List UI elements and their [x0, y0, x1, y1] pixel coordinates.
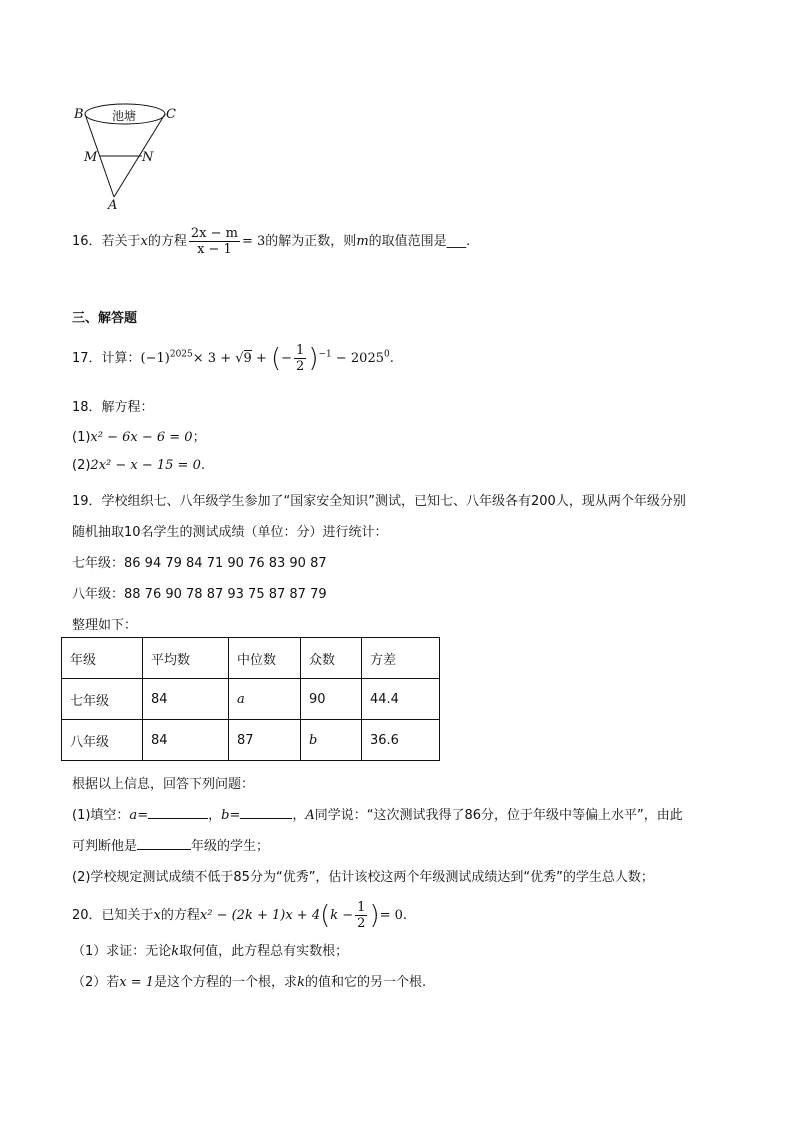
question-20: 20．已知关于x的方程x² − (2k + 1)x + 4(k − $\frac{1}{2}$ )= 0. [72, 900, 408, 931]
question-19-line2: 随机抽取10名学生的测试成绩（单位：分）进行统计： [72, 525, 388, 540]
answer-blank-b[interactable] [240, 806, 292, 819]
summary-title: 整理如下： [72, 618, 138, 633]
table-cell: 84 [143, 720, 229, 761]
point-label-B: B [74, 107, 84, 122]
table-header: 方差 [362, 638, 440, 679]
point-label-N: N [142, 150, 154, 165]
table-header: 众数 [301, 638, 362, 679]
question-20-part2: （2）若x = 1是这个方程的一个根，求k的值和它的另一个根. [72, 975, 427, 990]
table-cell: b [301, 720, 362, 761]
question-19-line1: 19．学校组织七、八年级学生参加了“国家安全知识”测试，已知七、八年级各有200人，现从两个年级分别 [72, 494, 686, 509]
question-19-part1-line1: (1)填空：a= ，b= ，A同学说：“这次测试我得了86分，位于年级中等偏上水平”，由此 [72, 808, 683, 823]
question-18-title: 18．解方程： [72, 400, 154, 415]
table-cell: 87 [229, 720, 301, 761]
question-20-part1: （1）求证：无论k取何值，此方程总有实数根； [72, 944, 349, 959]
point-label-C: C [166, 107, 176, 122]
answer-blank-a[interactable] [148, 806, 208, 819]
table-cell: 84 [143, 679, 229, 720]
pond-label: 池塘 [112, 109, 137, 123]
question-18-part2: (2)2x² − x − 15 = 0. [72, 458, 205, 473]
answer-prompt: 根据以上信息，回答下列问题： [72, 777, 255, 792]
answer-blank-grade[interactable] [137, 837, 191, 850]
table-header-row [62, 638, 440, 679]
table-cell: 44.4 [362, 679, 440, 720]
table-cell: 36.6 [362, 720, 440, 761]
table-cell: a [229, 679, 301, 720]
question-17: 17．计算：$(-1)^{2025}\times 3 + √9$ + (− $\frac{1}{2}$ )$^{-1} - 2025^0$. [72, 343, 394, 374]
question-16: 16．若关于x的方程 $\frac{2x - m}{x - 1}$ = 3的解为正数，则m的取值范围是___. [72, 226, 471, 257]
question-19-part2: (2)学校规定测试成绩不低于85分为“优秀”，估计该校这两个年级测试成绩达到“优秀”的学生总人数； [72, 870, 654, 885]
table-cell: 90 [301, 679, 362, 720]
table-header: 平均数 [143, 638, 229, 679]
table-row [62, 679, 440, 720]
point-label-M: M [84, 150, 98, 165]
grade7-scores: 七年级：86 94 79 84 71 90 76 83 90 87 [72, 556, 327, 571]
grade8-scores: 八年级：88 76 90 78 87 93 75 87 87 79 [72, 587, 327, 602]
table-header: 年级 [62, 638, 143, 679]
stats-table [61, 637, 440, 761]
question-19-part1-line2: 可判断他是 年级的学生； [72, 839, 270, 854]
table-row [62, 720, 440, 761]
point-label-A: A [108, 198, 118, 213]
table-cell: 八年级 [62, 720, 143, 761]
question-18-part1: (1)x² − 6x − 6 = 0； [72, 430, 206, 445]
section-title: 三、解答题 [72, 311, 138, 326]
table-header: 中位数 [229, 638, 301, 679]
table-cell: 七年级 [62, 679, 143, 720]
